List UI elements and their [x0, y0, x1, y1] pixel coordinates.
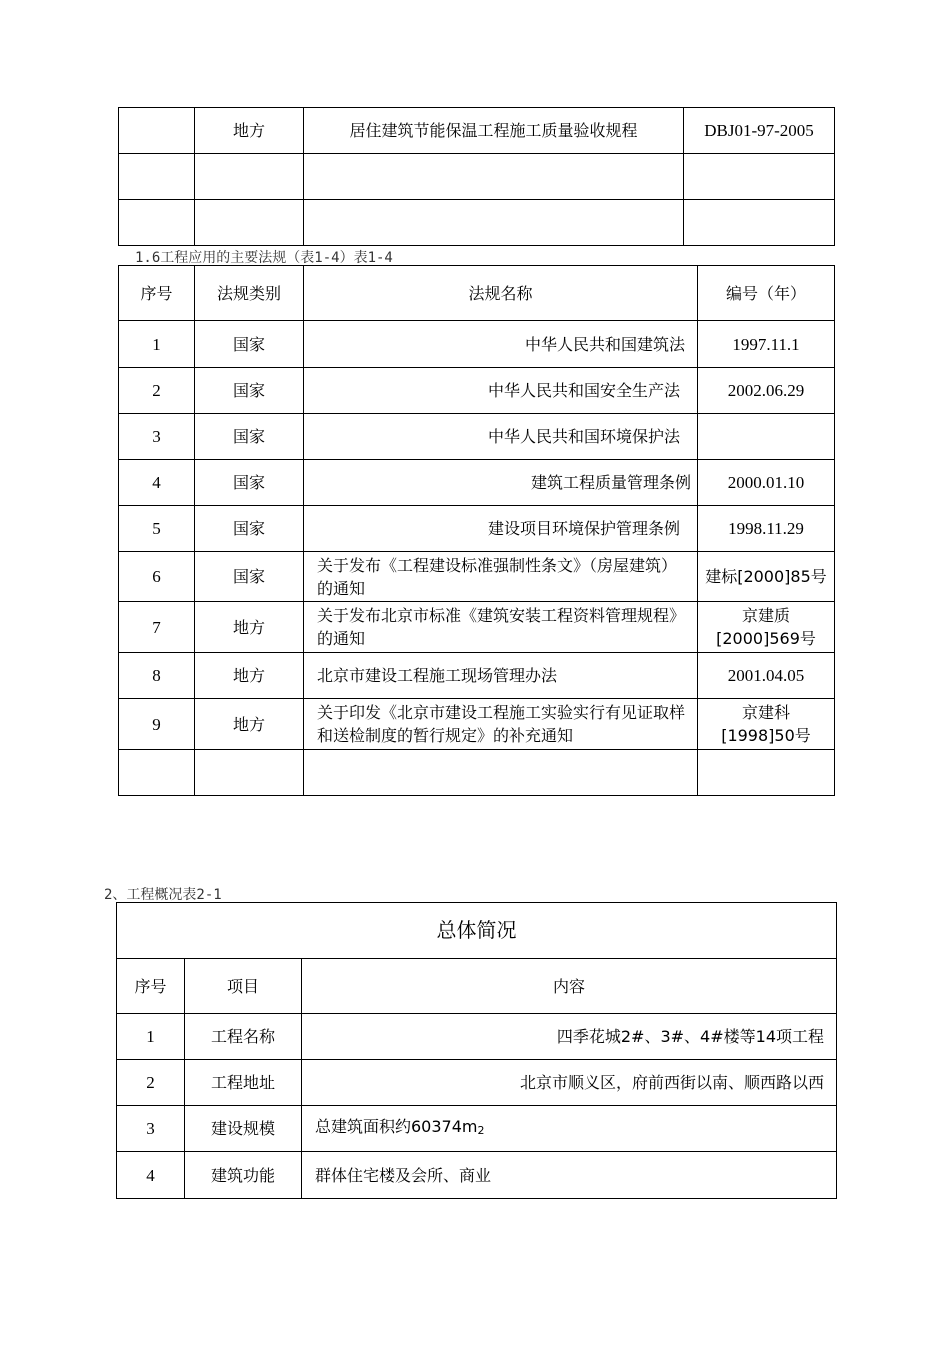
cell-code: DBJ01-97-2005	[684, 108, 835, 154]
cell-no	[119, 200, 195, 246]
cell-code	[698, 750, 835, 796]
cell-no: 6	[119, 552, 195, 602]
cell-type: 国家	[195, 414, 304, 460]
cell-no: 2	[119, 368, 195, 414]
header-content: 内容	[302, 959, 837, 1014]
cell-no: 8	[119, 653, 195, 699]
standards-table	[118, 107, 835, 246]
cell-type: 国家	[195, 368, 304, 414]
cell-no: 3	[119, 414, 195, 460]
cell-no: 5	[119, 506, 195, 552]
cell-name: 居住建筑节能保温工程施工质量验收规程	[304, 108, 684, 154]
cell-name: 建筑工程质量管理条例	[304, 460, 698, 506]
cell-type: 地方	[195, 653, 304, 699]
cell-type: 地方	[195, 602, 304, 653]
cell-type	[195, 200, 304, 246]
cell-content: 四季花城2#、3#、4#楼等14项工程	[302, 1014, 837, 1060]
cell-content	[302, 1106, 837, 1152]
table-row	[117, 1014, 837, 1060]
cell-no: 9	[119, 699, 195, 750]
table-row	[119, 602, 835, 653]
cell-no: 1	[119, 321, 195, 368]
cell-name: 北京市建设工程施工现场管理办法	[304, 653, 698, 699]
header-no: 序号	[117, 959, 185, 1014]
cell-no	[119, 108, 195, 154]
table-row	[119, 460, 835, 506]
table-row	[119, 699, 835, 750]
cell-name: 中华人民共和国环境保护法	[304, 414, 698, 460]
table-row	[119, 368, 835, 414]
cell-type: 国家	[195, 460, 304, 506]
cell-code: 1998.11.29	[698, 506, 835, 552]
cell-type: 国家	[195, 552, 304, 602]
header-code: 编号（年）	[698, 266, 835, 321]
cell-code	[698, 414, 835, 460]
cell-no: 4	[119, 460, 195, 506]
table-title: 总体简况	[117, 903, 837, 959]
cell-name: 关于发布《工程建设标准强制性条文》（房屋建筑）的通知	[304, 552, 698, 602]
header-name: 法规名称	[304, 266, 698, 321]
cell-code: 建标[2000]85号	[698, 552, 835, 602]
cell-no: 1	[117, 1014, 185, 1060]
cell-type	[195, 750, 304, 796]
cell-name: 关于发布北京市标准《建筑安装工程资料管理规程》的通知	[304, 602, 698, 653]
cell-no	[119, 750, 195, 796]
table-row	[119, 750, 835, 796]
title-row	[117, 903, 837, 959]
cell-item: 建筑功能	[185, 1152, 302, 1199]
cell-item: 建设规模	[185, 1106, 302, 1152]
header-item: 项目	[185, 959, 302, 1014]
cell-name: 中华人民共和国建筑法	[304, 321, 698, 368]
cell-name: 中华人民共和国安全生产法	[304, 368, 698, 414]
header-type: 法规类别	[195, 266, 304, 321]
table-row	[117, 1060, 837, 1106]
table-row	[119, 414, 835, 460]
cell-code	[684, 154, 835, 200]
table-caption-1-4: 1.6工程应用的主要法规（表1-4）表1-4	[135, 250, 393, 266]
cell-no	[119, 154, 195, 200]
header-row	[119, 266, 835, 321]
cell-no: 3	[117, 1106, 185, 1152]
table-caption-2-1: 2、工程概况表2-1	[104, 887, 222, 903]
table-row	[119, 200, 835, 246]
table-row	[119, 552, 835, 602]
cell-code: 京建科[1998]50号	[698, 699, 835, 750]
cell-code: 2000.01.10	[698, 460, 835, 506]
cell-type: 国家	[195, 506, 304, 552]
content-text: 总建筑面积约60374m	[315, 1117, 478, 1136]
cell-name: 建设项目环境保护管理条例	[304, 506, 698, 552]
project-overview-table	[116, 902, 837, 1199]
unit-subscript: 2	[477, 1124, 485, 1137]
cell-no: 7	[119, 602, 195, 653]
cell-item: 工程地址	[185, 1060, 302, 1106]
cell-type: 地方	[195, 699, 304, 750]
cell-content: 北京市顺义区，府前西街以南、顺西路以西	[302, 1060, 837, 1106]
regulations-table	[118, 265, 835, 796]
table-row	[119, 653, 835, 699]
table-row	[119, 108, 835, 154]
cell-type: 地方	[195, 108, 304, 154]
cell-content: 群体住宅楼及会所、商业	[302, 1152, 837, 1199]
cell-name: 关于印发《北京市建设工程施工实验实行有见证取样和送检制度的暂行规定》的补充通知	[304, 699, 698, 750]
table-row	[117, 1152, 837, 1199]
table-row	[119, 506, 835, 552]
cell-code: 2002.06.29	[698, 368, 835, 414]
cell-no: 4	[117, 1152, 185, 1199]
table-row	[119, 154, 835, 200]
table-row	[119, 321, 835, 368]
table-row	[117, 1106, 837, 1152]
cell-no: 2	[117, 1060, 185, 1106]
cell-type: 国家	[195, 321, 304, 368]
cell-name	[304, 154, 684, 200]
cell-name	[304, 750, 698, 796]
cell-code: 2001.04.05	[698, 653, 835, 699]
cell-item: 工程名称	[185, 1014, 302, 1060]
header-no: 序号	[119, 266, 195, 321]
cell-code: 京建质[2000]569号	[698, 602, 835, 653]
cell-code	[684, 200, 835, 246]
cell-name	[304, 200, 684, 246]
cell-type	[195, 154, 304, 200]
header-row	[117, 959, 837, 1014]
cell-code: 1997.11.1	[698, 321, 835, 368]
